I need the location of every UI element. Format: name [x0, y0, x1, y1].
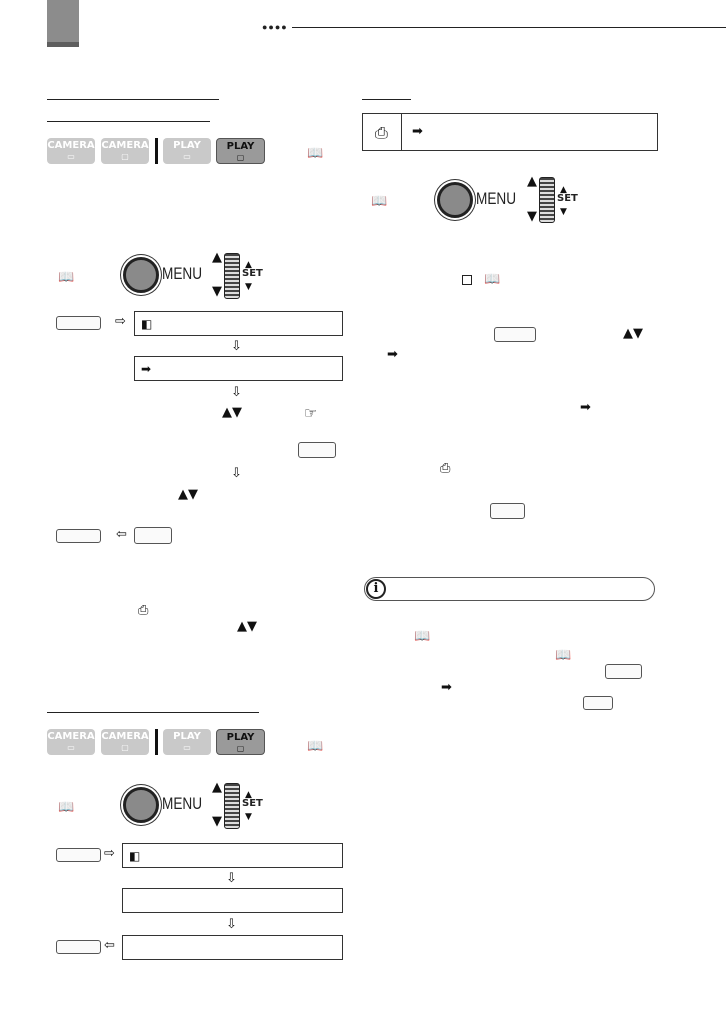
book-icon: 📖: [307, 146, 324, 161]
book-icon: 📖: [555, 648, 572, 663]
mode-separator: [155, 729, 158, 755]
reference-icon: ☞: [304, 404, 318, 422]
menu-box-card-operations: [134, 311, 343, 336]
func-button-icon: [56, 940, 101, 954]
menu-box-result: [122, 935, 343, 960]
print-icon: ⎙: [138, 603, 149, 618]
func-button-icon: [494, 327, 536, 342]
arrow-up-small-icon: ▲: [560, 185, 567, 195]
arrow-up-icon: ▲: [212, 780, 222, 795]
set-dial-icon: [224, 783, 240, 829]
func-button-icon: [56, 848, 101, 862]
set-button-icon: [134, 527, 172, 544]
set-dial-icon: [539, 177, 555, 223]
square-icon: [462, 275, 472, 285]
mode-camera-card: CAMERA ▢: [101, 729, 149, 755]
set-button-icon: [298, 442, 336, 458]
arrow-up-small-icon: ▲: [245, 790, 252, 800]
arrow-up-small-icon: ▲: [245, 260, 252, 270]
arrow-right-icon: ➡: [580, 400, 591, 415]
section-heading-line-1: [47, 99, 219, 100]
func-button-icon: [56, 316, 101, 330]
book-icon: 📖: [484, 272, 501, 287]
mode-separator: [155, 138, 158, 164]
print-icon: ⎙: [375, 123, 388, 142]
header-rule: [292, 27, 726, 28]
print-table: [362, 113, 658, 151]
mode-play-tape: PLAY ▭: [163, 138, 211, 164]
section-heading-line-right: [362, 99, 411, 100]
book-icon: 📖: [414, 629, 431, 644]
book-icon: 📖: [371, 194, 388, 209]
book-icon: 📖: [58, 270, 75, 285]
menu-label: MENU: [162, 794, 203, 813]
chapter-tab: [47, 0, 79, 47]
arrow-right-icon: ➡: [412, 124, 423, 139]
arrow-down-small-icon: ▼: [560, 207, 567, 217]
arrow-up-icon: ▲: [212, 250, 222, 265]
arrow-up-icon: ▲: [527, 174, 537, 189]
hollow-arrow-left-icon: ⇦: [104, 938, 115, 953]
mode-camera-tape: CAMERA ▭: [47, 138, 95, 164]
section-heading-line-3: [47, 712, 259, 713]
card-icon: ◧: [141, 316, 153, 331]
joystick-icon: [123, 257, 159, 293]
info-icon: i: [366, 579, 386, 599]
arrow-right-icon: ➡: [141, 361, 152, 376]
hollow-arrow-down-icon: ⇩: [226, 917, 237, 932]
arrow-down-icon: ▼: [212, 284, 222, 299]
book-icon: 📖: [58, 800, 75, 815]
joystick-icon: [123, 787, 159, 823]
card-icon: ◧: [129, 848, 141, 863]
joystick-icon: [437, 182, 473, 218]
arrow-down-icon: ▼: [527, 209, 537, 224]
up-down-icon: ▲▼: [222, 405, 242, 420]
hollow-arrow-down-icon: ⇩: [231, 466, 242, 481]
arrow-down-small-icon: ▼: [245, 812, 252, 822]
arrow-right-icon: ➡: [387, 347, 398, 362]
set-label: SET: [557, 193, 578, 204]
mode-camera-tape: CAMERA ▭: [47, 729, 95, 755]
menu-box-option: [122, 888, 343, 913]
arrow-right-icon: ➡: [441, 680, 452, 695]
func-button-icon: [56, 529, 101, 543]
menu-label: MENU: [476, 189, 517, 208]
mode-play-card: PLAY ▢: [216, 138, 265, 164]
up-down-icon: ▲▼: [178, 487, 198, 502]
note-header-bar: [364, 577, 655, 601]
set-label: SET: [242, 268, 263, 279]
print-table-divider: [401, 114, 402, 150]
menu-box-card-operations: [122, 843, 343, 868]
menu-box-submenu: [134, 356, 343, 381]
set-dial-icon: [224, 253, 240, 299]
hollow-arrow-right-icon: ⇨: [104, 846, 115, 861]
hollow-arrow-left-icon: ⇦: [116, 527, 127, 542]
hollow-arrow-down-icon: ⇩: [231, 385, 242, 400]
set-button-icon: [583, 696, 613, 710]
header-dots: ●●●●: [262, 22, 288, 32]
hollow-arrow-down-icon: ⇩: [231, 339, 242, 354]
hollow-arrow-down-icon: ⇩: [226, 871, 237, 886]
mode-camera-card: CAMERA ▢: [101, 138, 149, 164]
set-label: SET: [242, 798, 263, 809]
menu-label: MENU: [162, 264, 203, 283]
up-down-icon: ▲▼: [623, 326, 643, 341]
book-icon: 📖: [307, 739, 324, 754]
mode-play-tape: PLAY ▭: [163, 729, 211, 755]
arrow-down-icon: ▼: [212, 814, 222, 829]
hollow-arrow-right-icon: ⇨: [115, 314, 126, 329]
up-down-icon: ▲▼: [237, 619, 257, 634]
func-button-icon: [605, 664, 642, 679]
set-button-icon: [490, 503, 525, 519]
print-icon: ⎙: [440, 461, 451, 476]
mode-play-card: PLAY ▢: [216, 729, 265, 755]
arrow-down-small-icon: ▼: [245, 282, 252, 292]
section-heading-line-2: [47, 121, 210, 122]
